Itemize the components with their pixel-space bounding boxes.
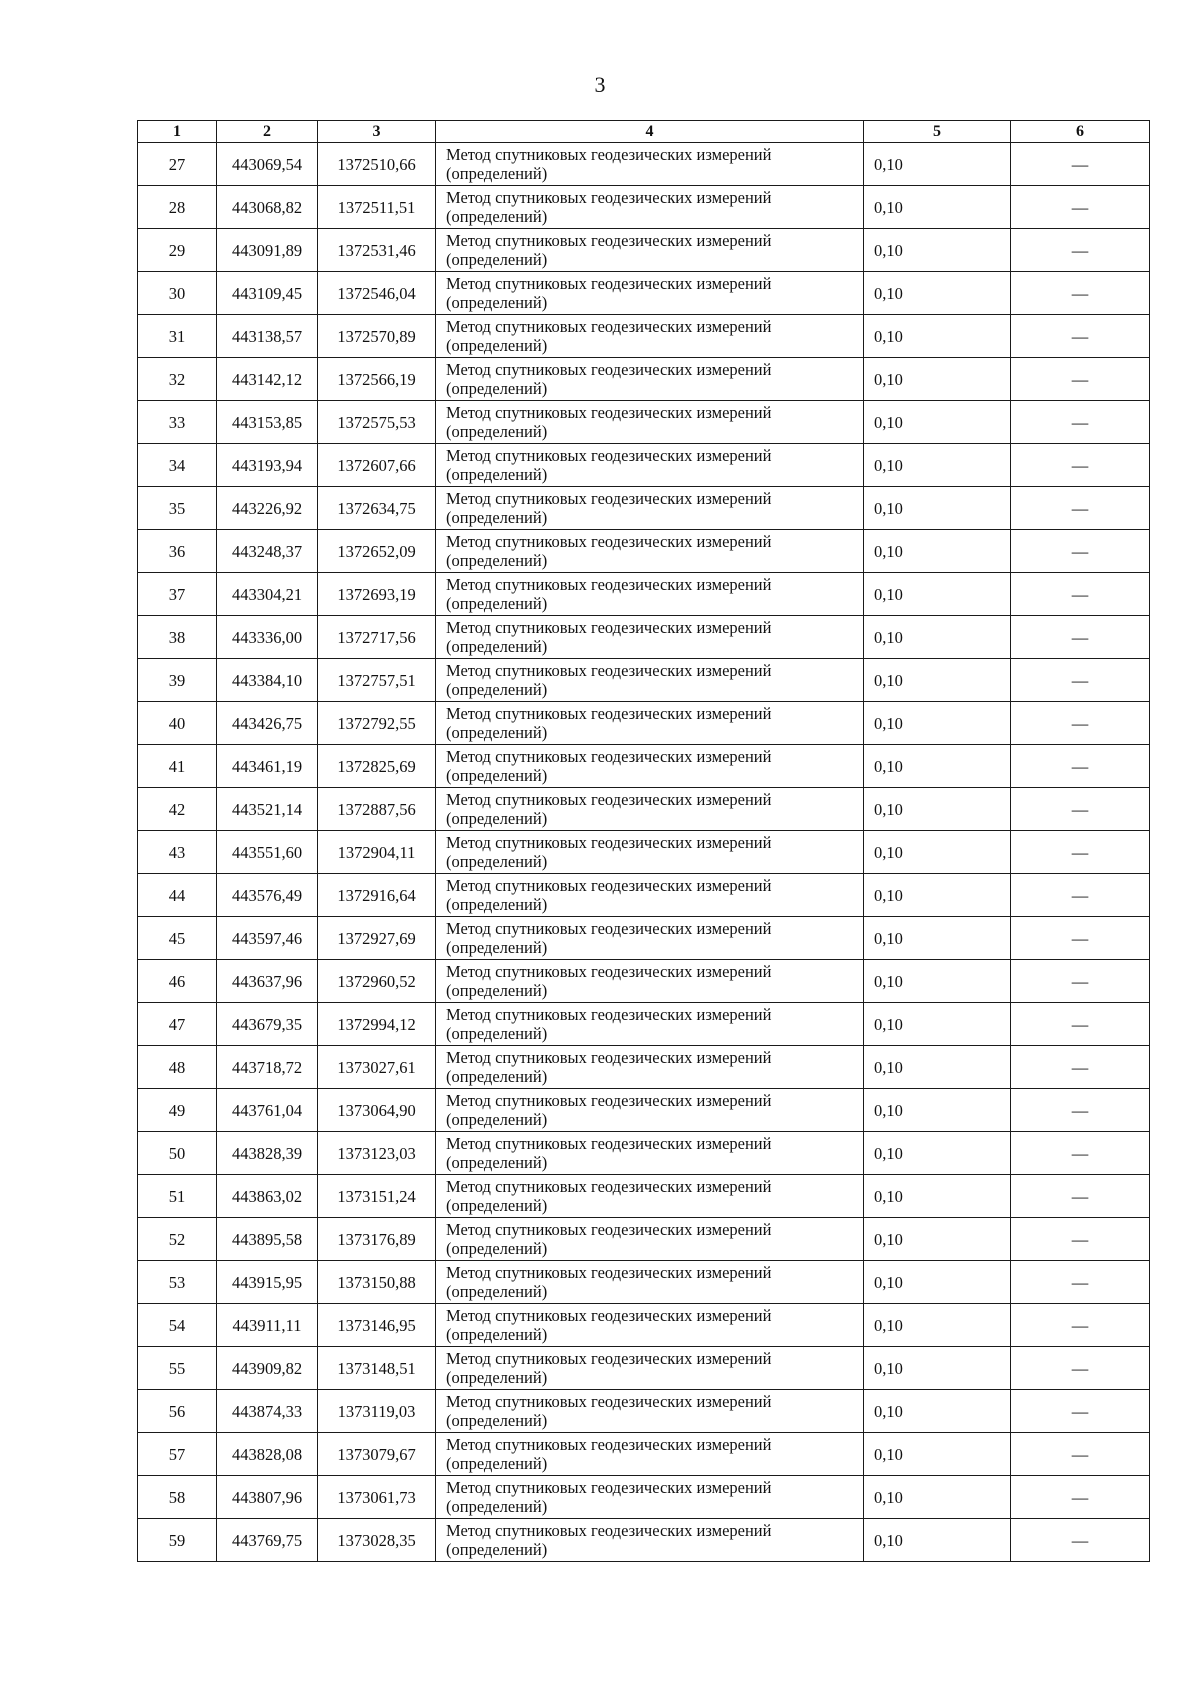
y-coordinate-cell: 1373064,90 bbox=[318, 1089, 436, 1132]
point-number-cell: 58 bbox=[138, 1476, 217, 1519]
page-number: 3 bbox=[594, 72, 606, 97]
method-cell: Метод спутниковых геодезических измерений (определений) bbox=[436, 487, 864, 530]
method-cell: Метод спутниковых геодезических измерений (определений) bbox=[436, 229, 864, 272]
method-cell: Метод спутниковых геодезических измерений (определений) bbox=[436, 1390, 864, 1433]
table-row bbox=[138, 745, 1150, 788]
accuracy-cell: 0,10 bbox=[864, 186, 1011, 229]
method-cell: Метод спутниковых геодезических измерений (определений) bbox=[436, 702, 864, 745]
column-header-4: 4 bbox=[436, 121, 864, 143]
method-cell: Метод спутниковых геодезических измерений (определений) bbox=[436, 616, 864, 659]
point-number-cell: 54 bbox=[138, 1304, 217, 1347]
accuracy-cell: 0,10 bbox=[864, 1476, 1011, 1519]
description-cell: — bbox=[1011, 315, 1150, 358]
column-header-2: 2 bbox=[217, 121, 318, 143]
y-coordinate-cell: 1373148,51 bbox=[318, 1347, 436, 1390]
method-cell: Метод спутниковых геодезических измерений (определений) bbox=[436, 1476, 864, 1519]
description-cell: — bbox=[1011, 1218, 1150, 1261]
accuracy-cell: 0,10 bbox=[864, 1132, 1011, 1175]
point-number-cell: 27 bbox=[138, 143, 217, 186]
point-number-cell: 52 bbox=[138, 1218, 217, 1261]
description-cell: — bbox=[1011, 1390, 1150, 1433]
accuracy-cell: 0,10 bbox=[864, 960, 1011, 1003]
method-cell: Метод спутниковых геодезических измерений (определений) bbox=[436, 917, 864, 960]
accuracy-cell: 0,10 bbox=[864, 874, 1011, 917]
table-row bbox=[138, 573, 1150, 616]
column-header-1: 1 bbox=[138, 121, 217, 143]
description-cell: — bbox=[1011, 745, 1150, 788]
accuracy-cell: 0,10 bbox=[864, 1218, 1011, 1261]
point-number-cell: 43 bbox=[138, 831, 217, 874]
table-row bbox=[138, 530, 1150, 573]
x-coordinate-cell: 443828,08 bbox=[217, 1433, 318, 1476]
y-coordinate-cell: 1372634,75 bbox=[318, 487, 436, 530]
y-coordinate-cell: 1372510,66 bbox=[318, 143, 436, 186]
x-coordinate-cell: 443248,37 bbox=[217, 530, 318, 573]
x-coordinate-cell: 443153,85 bbox=[217, 401, 318, 444]
description-cell: — bbox=[1011, 788, 1150, 831]
point-number-cell: 47 bbox=[138, 1003, 217, 1046]
description-cell: — bbox=[1011, 1476, 1150, 1519]
table-row bbox=[138, 487, 1150, 530]
x-coordinate-cell: 443142,12 bbox=[217, 358, 318, 401]
y-coordinate-cell: 1373027,61 bbox=[318, 1046, 436, 1089]
header-row bbox=[138, 121, 1150, 143]
point-number-cell: 53 bbox=[138, 1261, 217, 1304]
accuracy-cell: 0,10 bbox=[864, 917, 1011, 960]
method-cell: Метод спутниковых геодезических измерений (определений) bbox=[436, 530, 864, 573]
column-header-5: 5 bbox=[864, 121, 1011, 143]
accuracy-cell: 0,10 bbox=[864, 659, 1011, 702]
y-coordinate-cell: 1372904,11 bbox=[318, 831, 436, 874]
y-coordinate-cell: 1373151,24 bbox=[318, 1175, 436, 1218]
x-coordinate-cell: 443909,82 bbox=[217, 1347, 318, 1390]
table-row bbox=[138, 917, 1150, 960]
description-cell: — bbox=[1011, 874, 1150, 917]
table-row bbox=[138, 616, 1150, 659]
point-number-cell: 57 bbox=[138, 1433, 217, 1476]
y-coordinate-cell: 1373028,35 bbox=[318, 1519, 436, 1562]
y-coordinate-cell: 1372511,51 bbox=[318, 186, 436, 229]
accuracy-cell: 0,10 bbox=[864, 358, 1011, 401]
table-row bbox=[138, 401, 1150, 444]
accuracy-cell: 0,10 bbox=[864, 272, 1011, 315]
accuracy-cell: 0,10 bbox=[864, 831, 1011, 874]
y-coordinate-cell: 1372887,56 bbox=[318, 788, 436, 831]
description-cell: — bbox=[1011, 1175, 1150, 1218]
accuracy-cell: 0,10 bbox=[864, 229, 1011, 272]
table-row bbox=[138, 1089, 1150, 1132]
method-cell: Метод спутниковых геодезических измерений (определений) bbox=[436, 1261, 864, 1304]
y-coordinate-cell: 1372652,09 bbox=[318, 530, 436, 573]
point-number-cell: 40 bbox=[138, 702, 217, 745]
point-number-cell: 31 bbox=[138, 315, 217, 358]
point-number-cell: 56 bbox=[138, 1390, 217, 1433]
accuracy-cell: 0,10 bbox=[864, 1261, 1011, 1304]
description-cell: — bbox=[1011, 702, 1150, 745]
y-coordinate-cell: 1373146,95 bbox=[318, 1304, 436, 1347]
description-cell: — bbox=[1011, 1003, 1150, 1046]
point-number-cell: 36 bbox=[138, 530, 217, 573]
point-number-cell: 32 bbox=[138, 358, 217, 401]
y-coordinate-cell: 1373119,03 bbox=[318, 1390, 436, 1433]
accuracy-cell: 0,10 bbox=[864, 1390, 1011, 1433]
y-coordinate-cell: 1372546,04 bbox=[318, 272, 436, 315]
table-row bbox=[138, 1218, 1150, 1261]
x-coordinate-cell: 443069,54 bbox=[217, 143, 318, 186]
x-coordinate-cell: 443068,82 bbox=[217, 186, 318, 229]
method-cell: Метод спутниковых геодезических измерений (определений) bbox=[436, 659, 864, 702]
accuracy-cell: 0,10 bbox=[864, 1003, 1011, 1046]
table-row bbox=[138, 143, 1150, 186]
table-row bbox=[138, 702, 1150, 745]
method-cell: Метод спутниковых геодезических измерений (определений) bbox=[436, 444, 864, 487]
y-coordinate-cell: 1373150,88 bbox=[318, 1261, 436, 1304]
table-row bbox=[138, 1519, 1150, 1562]
x-coordinate-cell: 443915,95 bbox=[217, 1261, 318, 1304]
y-coordinate-cell: 1372916,64 bbox=[318, 874, 436, 917]
point-number-cell: 33 bbox=[138, 401, 217, 444]
description-cell: — bbox=[1011, 444, 1150, 487]
table-row bbox=[138, 358, 1150, 401]
description-cell: — bbox=[1011, 1433, 1150, 1476]
table-row bbox=[138, 1433, 1150, 1476]
description-cell: — bbox=[1011, 616, 1150, 659]
description-cell: — bbox=[1011, 831, 1150, 874]
description-cell: — bbox=[1011, 1304, 1150, 1347]
method-cell: Метод спутниковых геодезических измерений (определений) bbox=[436, 358, 864, 401]
method-cell: Метод спутниковых геодезических измерений (определений) bbox=[436, 1089, 864, 1132]
accuracy-cell: 0,10 bbox=[864, 788, 1011, 831]
table-row bbox=[138, 960, 1150, 1003]
x-coordinate-cell: 443576,49 bbox=[217, 874, 318, 917]
method-cell: Метод спутниковых геодезических измерений (определений) bbox=[436, 874, 864, 917]
y-coordinate-cell: 1372607,66 bbox=[318, 444, 436, 487]
point-number-cell: 44 bbox=[138, 874, 217, 917]
table-header bbox=[138, 121, 1150, 143]
description-cell: — bbox=[1011, 143, 1150, 186]
table-row bbox=[138, 1347, 1150, 1390]
description-cell: — bbox=[1011, 659, 1150, 702]
coordinates-table bbox=[137, 120, 1150, 1562]
accuracy-cell: 0,10 bbox=[864, 1046, 1011, 1089]
method-cell: Метод спутниковых геодезических измерений (определений) bbox=[436, 186, 864, 229]
table-body bbox=[138, 143, 1150, 1562]
x-coordinate-cell: 443597,46 bbox=[217, 917, 318, 960]
y-coordinate-cell: 1372757,51 bbox=[318, 659, 436, 702]
y-coordinate-cell: 1372792,55 bbox=[318, 702, 436, 745]
x-coordinate-cell: 443336,00 bbox=[217, 616, 318, 659]
method-cell: Метод спутниковых геодезических измерений (определений) bbox=[436, 960, 864, 1003]
x-coordinate-cell: 443551,60 bbox=[217, 831, 318, 874]
point-number-cell: 38 bbox=[138, 616, 217, 659]
table-row bbox=[138, 874, 1150, 917]
y-coordinate-cell: 1372570,89 bbox=[318, 315, 436, 358]
accuracy-cell: 0,10 bbox=[864, 401, 1011, 444]
accuracy-cell: 0,10 bbox=[864, 530, 1011, 573]
column-header-3: 3 bbox=[318, 121, 436, 143]
description-cell: — bbox=[1011, 358, 1150, 401]
description-cell: — bbox=[1011, 401, 1150, 444]
accuracy-cell: 0,10 bbox=[864, 1433, 1011, 1476]
accuracy-cell: 0,10 bbox=[864, 745, 1011, 788]
method-cell: Метод спутниковых геодезических измерений (определений) bbox=[436, 401, 864, 444]
x-coordinate-cell: 443874,33 bbox=[217, 1390, 318, 1433]
table-row bbox=[138, 1132, 1150, 1175]
x-coordinate-cell: 443769,75 bbox=[217, 1519, 318, 1562]
x-coordinate-cell: 443384,10 bbox=[217, 659, 318, 702]
table-row bbox=[138, 1304, 1150, 1347]
description-cell: — bbox=[1011, 1132, 1150, 1175]
method-cell: Метод спутниковых геодезических измерений (определений) bbox=[436, 1218, 864, 1261]
y-coordinate-cell: 1372566,19 bbox=[318, 358, 436, 401]
x-coordinate-cell: 443911,11 bbox=[217, 1304, 318, 1347]
description-cell: — bbox=[1011, 229, 1150, 272]
y-coordinate-cell: 1372825,69 bbox=[318, 745, 436, 788]
x-coordinate-cell: 443091,89 bbox=[217, 229, 318, 272]
point-number-cell: 51 bbox=[138, 1175, 217, 1218]
x-coordinate-cell: 443521,14 bbox=[217, 788, 318, 831]
x-coordinate-cell: 443718,72 bbox=[217, 1046, 318, 1089]
table-row bbox=[138, 1003, 1150, 1046]
method-cell: Метод спутниковых геодезических измерений (определений) bbox=[436, 315, 864, 358]
table-row bbox=[138, 1261, 1150, 1304]
x-coordinate-cell: 443807,96 bbox=[217, 1476, 318, 1519]
point-number-cell: 45 bbox=[138, 917, 217, 960]
y-coordinate-cell: 1372575,53 bbox=[318, 401, 436, 444]
table-row bbox=[138, 1046, 1150, 1089]
method-cell: Метод спутниковых геодезических измерений (определений) bbox=[436, 1175, 864, 1218]
accuracy-cell: 0,10 bbox=[864, 487, 1011, 530]
x-coordinate-cell: 443193,94 bbox=[217, 444, 318, 487]
point-number-cell: 50 bbox=[138, 1132, 217, 1175]
method-cell: Метод спутниковых геодезических измерений (определений) bbox=[436, 1519, 864, 1562]
description-cell: — bbox=[1011, 917, 1150, 960]
method-cell: Метод спутниковых геодезических измерений (определений) bbox=[436, 1003, 864, 1046]
method-cell: Метод спутниковых геодезических измерений (определений) bbox=[436, 788, 864, 831]
table-row bbox=[138, 315, 1150, 358]
point-number-cell: 55 bbox=[138, 1347, 217, 1390]
point-number-cell: 42 bbox=[138, 788, 217, 831]
x-coordinate-cell: 443895,58 bbox=[217, 1218, 318, 1261]
description-cell: — bbox=[1011, 1261, 1150, 1304]
x-coordinate-cell: 443637,96 bbox=[217, 960, 318, 1003]
y-coordinate-cell: 1372717,56 bbox=[318, 616, 436, 659]
point-number-cell: 29 bbox=[138, 229, 217, 272]
method-cell: Метод спутниковых геодезических измерений (определений) bbox=[436, 272, 864, 315]
description-cell: — bbox=[1011, 1347, 1150, 1390]
accuracy-cell: 0,10 bbox=[864, 1347, 1011, 1390]
x-coordinate-cell: 443109,45 bbox=[217, 272, 318, 315]
method-cell: Метод спутниковых геодезических измерений (определений) bbox=[436, 1046, 864, 1089]
accuracy-cell: 0,10 bbox=[864, 702, 1011, 745]
table-row bbox=[138, 831, 1150, 874]
description-cell: — bbox=[1011, 487, 1150, 530]
point-number-cell: 49 bbox=[138, 1089, 217, 1132]
point-number-cell: 28 bbox=[138, 186, 217, 229]
y-coordinate-cell: 1373123,03 bbox=[318, 1132, 436, 1175]
x-coordinate-cell: 443461,19 bbox=[217, 745, 318, 788]
x-coordinate-cell: 443226,92 bbox=[217, 487, 318, 530]
y-coordinate-cell: 1372531,46 bbox=[318, 229, 436, 272]
x-coordinate-cell: 443138,57 bbox=[217, 315, 318, 358]
point-number-cell: 46 bbox=[138, 960, 217, 1003]
column-header-6: 6 bbox=[1011, 121, 1150, 143]
description-cell: — bbox=[1011, 1089, 1150, 1132]
accuracy-cell: 0,10 bbox=[864, 1304, 1011, 1347]
method-cell: Метод спутниковых геодезических измерений (определений) bbox=[436, 1304, 864, 1347]
x-coordinate-cell: 443304,21 bbox=[217, 573, 318, 616]
table-row bbox=[138, 444, 1150, 487]
table-row bbox=[138, 272, 1150, 315]
method-cell: Метод спутниковых геодезических измерений (определений) bbox=[436, 573, 864, 616]
y-coordinate-cell: 1373176,89 bbox=[318, 1218, 436, 1261]
description-cell: — bbox=[1011, 272, 1150, 315]
description-cell: — bbox=[1011, 1519, 1150, 1562]
y-coordinate-cell: 1372927,69 bbox=[318, 917, 436, 960]
accuracy-cell: 0,10 bbox=[864, 444, 1011, 487]
accuracy-cell: 0,10 bbox=[864, 315, 1011, 358]
table-row bbox=[138, 1390, 1150, 1433]
method-cell: Метод спутниковых геодезических измерений (определений) bbox=[436, 1132, 864, 1175]
y-coordinate-cell: 1373079,67 bbox=[318, 1433, 436, 1476]
x-coordinate-cell: 443679,35 bbox=[217, 1003, 318, 1046]
point-number-cell: 35 bbox=[138, 487, 217, 530]
description-cell: — bbox=[1011, 186, 1150, 229]
x-coordinate-cell: 443761,04 bbox=[217, 1089, 318, 1132]
description-cell: — bbox=[1011, 530, 1150, 573]
method-cell: Метод спутниковых геодезических измерений (определений) bbox=[436, 143, 864, 186]
table-row bbox=[138, 229, 1150, 272]
table-row bbox=[138, 186, 1150, 229]
point-number-cell: 37 bbox=[138, 573, 217, 616]
point-number-cell: 39 bbox=[138, 659, 217, 702]
point-number-cell: 59 bbox=[138, 1519, 217, 1562]
table-row bbox=[138, 1476, 1150, 1519]
point-number-cell: 41 bbox=[138, 745, 217, 788]
table-row bbox=[138, 788, 1150, 831]
accuracy-cell: 0,10 bbox=[864, 616, 1011, 659]
method-cell: Метод спутниковых геодезических измерений (определений) bbox=[436, 745, 864, 788]
method-cell: Метод спутниковых геодезических измерений (определений) bbox=[436, 1347, 864, 1390]
accuracy-cell: 0,10 bbox=[864, 1175, 1011, 1218]
accuracy-cell: 0,10 bbox=[864, 1519, 1011, 1562]
description-cell: — bbox=[1011, 1046, 1150, 1089]
description-cell: — bbox=[1011, 960, 1150, 1003]
x-coordinate-cell: 443863,02 bbox=[217, 1175, 318, 1218]
method-cell: Метод спутниковых геодезических измерений (определений) bbox=[436, 1433, 864, 1476]
y-coordinate-cell: 1372960,52 bbox=[318, 960, 436, 1003]
accuracy-cell: 0,10 bbox=[864, 1089, 1011, 1132]
x-coordinate-cell: 443426,75 bbox=[217, 702, 318, 745]
table-row bbox=[138, 1175, 1150, 1218]
point-number-cell: 30 bbox=[138, 272, 217, 315]
description-cell: — bbox=[1011, 573, 1150, 616]
y-coordinate-cell: 1372994,12 bbox=[318, 1003, 436, 1046]
y-coordinate-cell: 1372693,19 bbox=[318, 573, 436, 616]
y-coordinate-cell: 1373061,73 bbox=[318, 1476, 436, 1519]
point-number-cell: 34 bbox=[138, 444, 217, 487]
method-cell: Метод спутниковых геодезических измерений (определений) bbox=[436, 831, 864, 874]
accuracy-cell: 0,10 bbox=[864, 143, 1011, 186]
table-row bbox=[138, 659, 1150, 702]
accuracy-cell: 0,10 bbox=[864, 573, 1011, 616]
point-number-cell: 48 bbox=[138, 1046, 217, 1089]
x-coordinate-cell: 443828,39 bbox=[217, 1132, 318, 1175]
